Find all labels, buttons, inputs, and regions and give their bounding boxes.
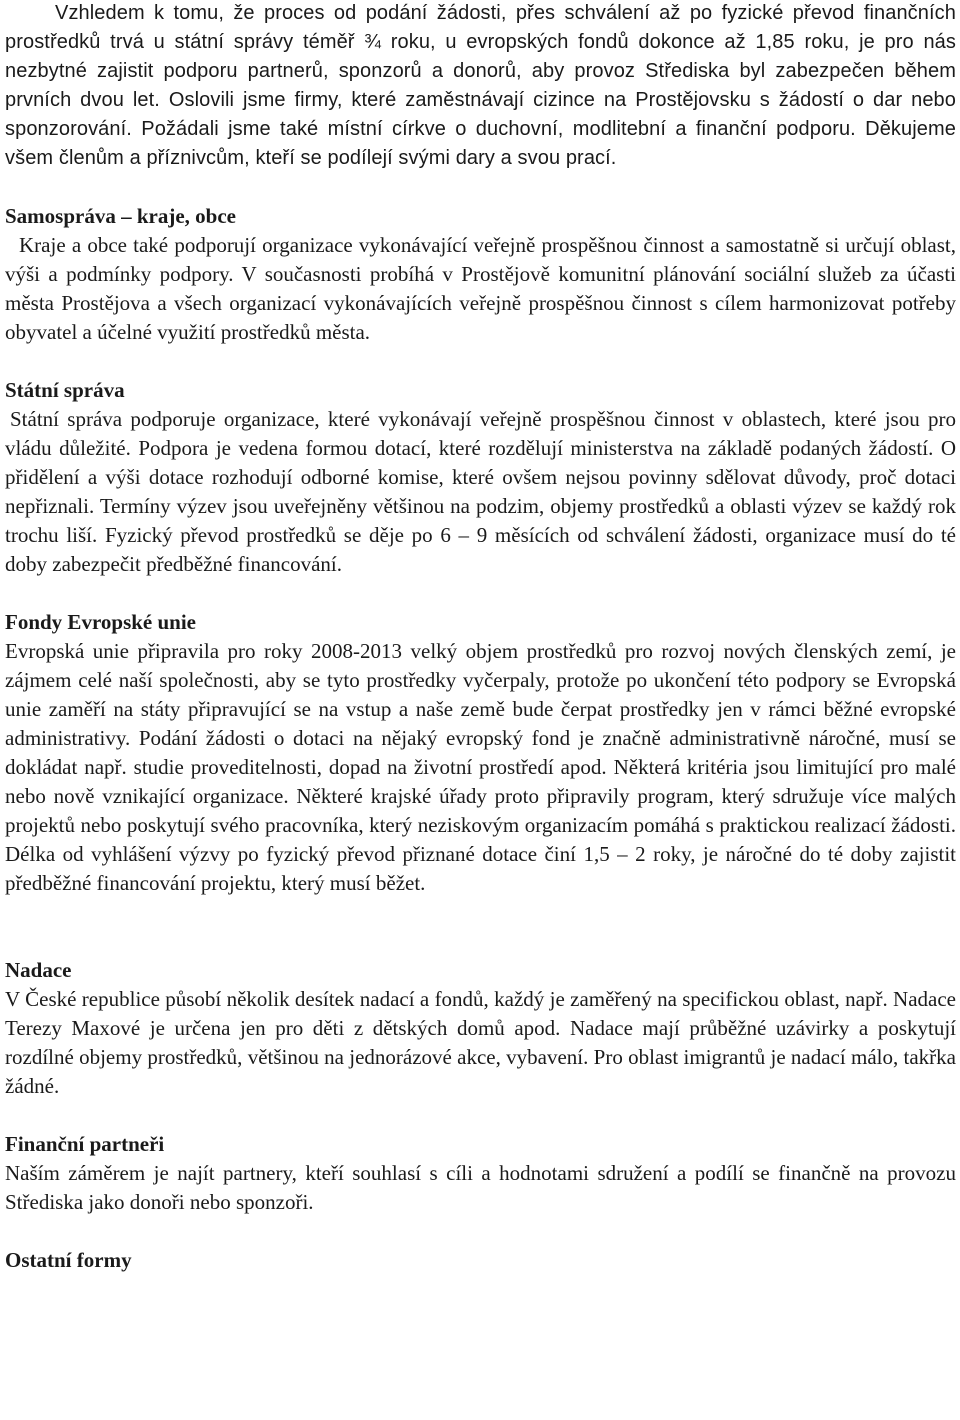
paragraph-statni-sprava: Státní správa podporuje organizace, které vykonávají veřejně prospěšnou činnost v oblastech, které jsou pro vládu důležité. Podpora je vedena formou dotací, které rozdělují ministerstva na základě podaných žádostí. O přidělení a výši dotace rozhodují odborné komise, které ovšem nejsou povinny sdělovat důvody, proč dotaci nepřiznali. Termíny výzev jsou uveřejněny většinou na podzim, objemy prostředků a oblasti výzev se každý rok trochu liší. Fyzický převod prostředků se děje po 6 – 9 měsících od schválení žádosti, organizace musí do té doby zabezpečit předběžné financování. xyxy=(5,407,956,576)
heading-fondy-eu: Fondy Evropské unie xyxy=(5,610,196,634)
intro-paragraph: Vzhledem k tomu, že proces od podání žádosti, přes schválení až po fyzické převod finančních prostředků trvá u státní správy téměř ¾ roku, u evropských fondů dokonce až 1,85 roku, je pro nás nezbytné zajistit podporu partnerů, sponzorů a donorů, aby provoz Střediska byl zabezpečen během prvních dvou let. Oslovili jsme firmy, které zaměstnávají cizince na Prostějovsku s žádostí o dar nebo sponzorování. Požádali jsme také místní církve o duchovní, modlitební a finanční podporu. Děkujeme všem členům a příznivcům, kteří se podílejí svými dary a svou prací. xyxy=(5,2,956,169)
paragraph-financni-partneri: Naším záměrem je najít partnery, kteří souhlasí s cíli a hodnotami sdružení a podílí se finančně na provozu Střediska jako donoři nebo sponzoři. xyxy=(5,1161,956,1214)
heading-nadace: Nadace xyxy=(5,958,72,982)
heading-ostatni-formy: Ostatní formy xyxy=(5,1248,132,1272)
heading-statni-sprava: Státní správa xyxy=(5,378,125,402)
paragraph-nadace: V České republice působí několik desítek nadací a fondů, každý je zaměřený na specifickou oblast, např. Nadace Terezy Maxové je určena jen pro děti z dětských domů apod. Nadace mají průběžné uzávirky a poskytují rozdílné objemy prostředků, většinou na jednorázové akce, vybavení. Pro oblast imigrantů je nadací málo, takřka žádné. xyxy=(5,987,956,1098)
paragraph-fondy-eu: Evropská unie připravila pro roky 2008-2013 velký objem prostředků pro rozvoj nových členských zemí, je zájmem celé naší společnosti, aby se tyto prostředky vyčerpaly, protože po ukončení této podpory se Evropská unie zaměří na státy připravující se na vstup a naše země bude čerpat prostředky jen v rámci běžné evropské administrativy. Podání žádosti o dotaci na nějaký evropský fond je značně administrativně náročné, musí se dokládat např. studie proveditelnosti, dopad na životní prostředí apod. Některá kritéria jsou limitující pro malé nebo nově vznikající organizace. Některé krajské úřady proto připravily program, který sdružuje více malých projektů nebo poskytují svého pracovníka, který neziskovým organizacím pomáhá s praktickou realizací žádosti. Délka od vyhlášení výzvy po fyzický převod přiznané dotace činí 1,5 – 2 roky, je náročné do té doby zajistit předběžné financování projektu, který musí běžet. xyxy=(5,639,956,895)
heading-samosprava: Samospráva – kraje, obce xyxy=(5,204,236,228)
heading-financni-partneri: Finanční partneři xyxy=(5,1132,165,1156)
paragraph-samosprava: Kraje a obce také podporují organizace vykonávající veřejně prospěšnou činnost a samostatně si určují oblast, výši a podmínky podpory. V současnosti probíhá v Prostějově komunitní plánování sociální služeb za účasti města Prostějova a všech organizací vykonávajících veřejně prospěšnou činnost s cílem harmonizovat potřeby obyvatel a účelné využití prostředků města. xyxy=(5,233,956,344)
